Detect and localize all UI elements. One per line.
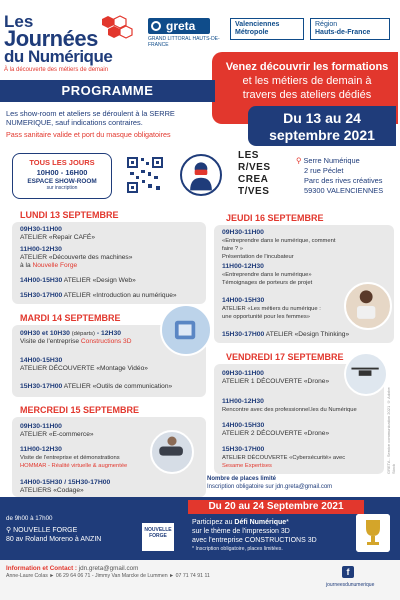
slot: 09H30-11H00 ATELIER 1 DÉCOUVERTE «Drone» xyxy=(222,370,330,385)
location-pin-icon: ⚲ xyxy=(6,527,12,534)
location-pin-icon: ⚲ xyxy=(296,156,302,165)
forge-logo-b: FORGE xyxy=(149,533,167,539)
promo-line2: et les métiers de demain à xyxy=(242,75,372,87)
day-header-mardi: MARDI 14 SEPTEMBRE xyxy=(20,313,121,323)
places-note xyxy=(207,476,397,491)
places-title: Nombre de places limité xyxy=(207,476,277,482)
slot: 14H00-15H30 ATELIER «Design Web» xyxy=(20,277,136,284)
valenciennes-b: Métropole xyxy=(235,29,269,36)
qr-code-icon[interactable] xyxy=(126,156,164,194)
greta-sub: GRAND LITTORAL HAUTS-DE-FRANCE xyxy=(148,36,220,48)
daily-hours: 10H00 - 16H00 xyxy=(36,168,88,177)
valenciennes-logo xyxy=(230,18,304,40)
rives-line: R/VES xyxy=(238,162,271,173)
region-logo xyxy=(310,18,390,40)
logo-line2b: du Numérique xyxy=(4,47,113,66)
woman-laptop-photo xyxy=(344,282,392,330)
slot: 15H30-17H00 ATELIER DÉCOUVERTE «Cybersécurité» avec Sesame Expertises xyxy=(222,446,346,469)
vr-headset-photo xyxy=(150,430,194,474)
slot: 14H00-15H30 ATELIER DÉCOUVERTE «Montage Vidéo» xyxy=(20,357,148,372)
logo-tagline: À la découverte des métiers de demain xyxy=(4,67,109,73)
daily-note: sur inscription xyxy=(46,185,78,191)
greta-name: greta xyxy=(166,19,196,33)
logo-line2a: Journées xyxy=(4,26,98,51)
greta-logo xyxy=(148,18,222,54)
drone-photo xyxy=(344,352,388,396)
places-text: Inscription obligatoire sur jdn.greta@gmail.com xyxy=(207,483,333,490)
logo-line1: Les xyxy=(4,12,34,31)
promo-line3: travers des ateliers dédiés xyxy=(242,89,372,101)
daily-showroom-box xyxy=(12,153,112,199)
address-line: 2 rue Péclet xyxy=(304,166,344,175)
region-b: Hauts-de-France xyxy=(315,29,371,36)
defi-l1b: Défi Numérique xyxy=(234,519,287,526)
nouvelle-forge-logo xyxy=(142,523,174,551)
main-date-banner xyxy=(248,106,396,146)
valenciennes-a: Valenciennes xyxy=(235,21,280,28)
forge-line1: NOUVELLE FORGE xyxy=(13,527,78,534)
defi-numerique xyxy=(192,518,342,554)
slot: 09H30-11H00 «Entreprendre dans le numérique, comment faire ? » Présentation de l'incubateur xyxy=(222,229,336,260)
forge-address xyxy=(6,526,136,544)
rives-creatives-logo xyxy=(238,150,294,206)
forge-line2: 80 av Roland Moreno à ANZIN xyxy=(6,536,102,543)
slot: 11H00-12H30 Rencontre avec des professionnel.les du Numérique xyxy=(222,398,357,413)
slot: 15H30-17H00 ATELIER «Design Thinking» xyxy=(222,331,350,338)
facebook-handle[interactable]: journeesdunumerique xyxy=(326,582,375,588)
contact-email[interactable]: jdn.greta@gmail.com xyxy=(78,565,139,572)
trophy-icon xyxy=(356,514,390,552)
defi-l3: avec l'entreprise CONSTRUCTIONS 3D xyxy=(192,537,317,544)
contact-title xyxy=(6,565,138,572)
day-header-jeudi: JEUDI 16 SEPTEMBRE xyxy=(226,213,324,223)
slot: 11H00-12H30 «Entreprendre dans le numérique» Témoignages de porteurs de projet xyxy=(222,263,313,286)
rives-line: T/VES xyxy=(238,186,270,197)
day-card-lundi xyxy=(12,222,206,304)
slot: 15H30-17H00 ATELIER «Outils de communication» xyxy=(20,383,173,390)
slot: 14H00-15H30 ATELIER 2 DÉCOUVERTE «Drone» xyxy=(222,422,330,437)
slot: 09H30-11H00 ATELIER «E-commerce» xyxy=(20,423,94,438)
slot: 09H30-11H00 ATELIER «Repair CAFÉ» xyxy=(20,226,96,241)
address-line: Parc des rives créatives xyxy=(304,176,383,185)
slot: 15H30-17H00 ATELIER «Introduction au numérique» xyxy=(20,292,177,299)
slot: 14H00-15H30 / 15H30-17H00 ATELIERS «Codage» xyxy=(20,479,111,494)
footer-hours: de 9h00 à 17h00 xyxy=(6,515,53,522)
defi-l1c: * xyxy=(286,519,289,526)
pass-note: Pass sanitaire valide et port du masque obligatoires xyxy=(6,130,171,139)
address-block xyxy=(296,156,396,196)
main-date-line1: Du 13 au 24 xyxy=(283,110,361,126)
defi-note: * Inscription obligatoire, places limitées. xyxy=(192,546,283,552)
slot: 09H30 et 10H30 (départs) - 12H30 Visite de l'entreprise Constructions 3D xyxy=(20,330,132,345)
programme-title: PROGRAMME xyxy=(0,80,215,102)
region-a: Région xyxy=(315,21,338,28)
facebook-icon[interactable]: f xyxy=(342,566,354,578)
defi-l2: sur le thème de l'impression 3D xyxy=(192,528,290,535)
vertical-credit: GRETA - Service communication 2021 © Adobe Stock xyxy=(386,387,396,474)
intro-text: Les show-room et ateliers se déroulent à la SERRE NUMERIQUE, sauf indications contraires. xyxy=(6,109,175,127)
hexagon-icon xyxy=(100,14,140,44)
daily-place: ESPACE SHOW-ROOM xyxy=(27,178,97,185)
promo-line1: Venez découvrir les formations xyxy=(225,61,389,73)
rives-line: CREA xyxy=(238,174,269,185)
main-date-line2: septembre 2021 xyxy=(269,127,375,143)
forge-logo-a: NOUVELLE xyxy=(144,527,172,533)
contact-phones: Anne-Laure Colas ► 06 29 64 06 71 - Jimmy Van Marcke de Lummen ► 07 71 74 91 11 xyxy=(6,573,210,579)
3d-printer-photo xyxy=(160,304,212,356)
slot: 11H00-12H30 ATELIER «Découverte des machines» à la Nouvelle Forge xyxy=(20,246,133,269)
address-line: Serre Numérique xyxy=(303,156,360,165)
day-header-mercredi: MERCREDI 15 SEPTEMBRE xyxy=(20,405,140,415)
contact-label: Information et Contact : xyxy=(6,565,78,572)
rives-line: LES xyxy=(238,150,259,161)
footer-date: Du 20 au 24 Septembre 2021 xyxy=(188,500,364,514)
mask-icon xyxy=(180,154,222,196)
daily-title: TOUS LES JOURS xyxy=(29,158,95,167)
day-header-vendredi: VENDREDI 17 SEPTEMBRE xyxy=(226,352,344,362)
address-line: 59300 VALENCIENNES xyxy=(304,186,384,195)
day-header-lundi: LUNDI 13 SEPTEMBRE xyxy=(20,210,119,220)
slot: 14H00-15H30 ATELIER «Les métiers du numérique : une opportunité pour les femmes» xyxy=(222,297,321,320)
defi-l1a: Participez au xyxy=(192,519,235,526)
slot: 11H00-12H30 Visite de l'entreprise et démonstrations HOMMAR - Réalité virtuelle & augmentée xyxy=(20,446,128,469)
